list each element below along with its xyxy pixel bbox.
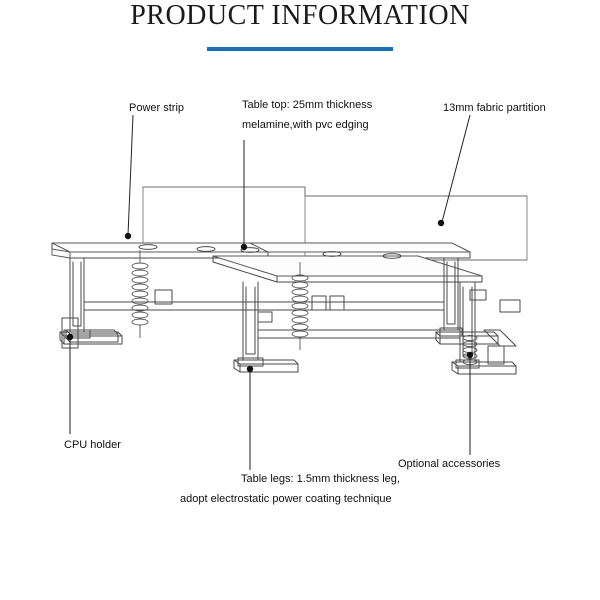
callout-label-table-legs-line2: adopt electrostatic power coating technique — [180, 493, 392, 505]
callout-label-fabric-partition: 13mm fabric partition — [443, 102, 546, 114]
page-title: PRODUCT INFORMATION — [130, 0, 470, 31]
callout-label-table-legs-line1: Table legs: 1.5mm thickness leg, — [241, 473, 400, 485]
callout-label-optional-accessories: Optional accessories — [398, 458, 501, 470]
callout-label-table-top-line1: Table top: 25mm thickness — [242, 99, 373, 111]
callout-label-cpu-holder: CPU holder — [64, 439, 121, 451]
callout-label-table-top-line2: melamine,with pvc edging — [242, 119, 369, 131]
callout-label-power-strip: Power strip — [129, 102, 185, 114]
